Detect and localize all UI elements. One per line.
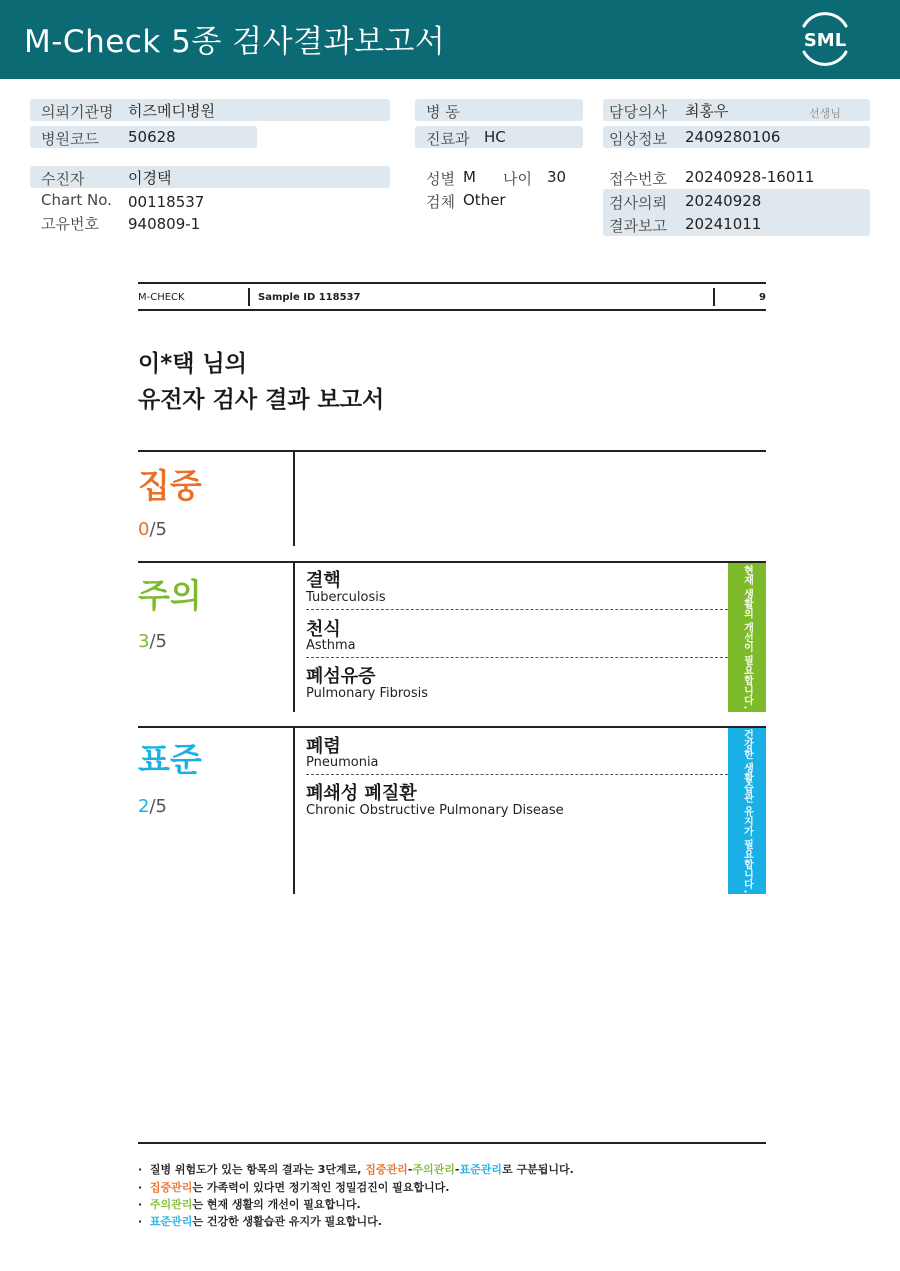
- patient-value: 이경택: [128, 169, 172, 187]
- footnote-caution: 주의관리: [412, 1163, 455, 1176]
- specimen-value: Other: [463, 191, 506, 209]
- footnote-intensive: 집중관리: [365, 1163, 408, 1176]
- item-name-en: Asthma: [306, 638, 356, 653]
- strip-bottom-rule: [138, 309, 766, 311]
- item-divider: [306, 657, 728, 658]
- item-name-ko: 폐쇄성 폐질환: [306, 783, 417, 804]
- report-title-line2: 유전자 검사 결과 보고서: [138, 387, 385, 413]
- item-name-ko: 폐섬유증: [306, 666, 376, 687]
- doctor-suffix: 선생님: [809, 107, 841, 120]
- request-value: 20240928: [685, 192, 762, 210]
- logo-text: SML: [803, 30, 847, 51]
- footnote-key: 표준관리: [149, 1215, 193, 1228]
- item-name-en: Pneumonia: [306, 755, 379, 770]
- section-rule: [138, 561, 766, 563]
- sample-id: Sample ID 118537: [258, 292, 361, 303]
- strip-separator: [248, 288, 250, 306]
- sml-logo: [796, 12, 854, 66]
- brand-label: M-CHECK: [138, 292, 185, 303]
- section-count: [138, 631, 167, 652]
- count-total: /5: [149, 519, 167, 540]
- footnote-key: 집중관리: [149, 1181, 193, 1194]
- item-name-en: Pulmonary Fibrosis: [306, 686, 429, 701]
- count-value: 2: [138, 796, 150, 817]
- count-value: 0: [138, 519, 150, 540]
- report-header: [0, 0, 900, 79]
- footnote-text: 는 현재 생활의 개선이 필요합니다.: [192, 1198, 361, 1211]
- section-divider: [293, 452, 295, 546]
- footnote-1: · 질병 위험도가 있는 항목의 결과는 3단계로, 집중관리-주의관리-표준관리로 구분됩니다.: [138, 1163, 574, 1176]
- ward-label: 병 동: [426, 103, 460, 121]
- item-name-ko: 천식: [306, 619, 341, 640]
- footnote-text: 로 구분됩니다.: [502, 1163, 574, 1176]
- chart-value: 00118537: [128, 193, 205, 211]
- item-name-en: Tuberculosis: [306, 590, 386, 605]
- footnote-dash: -: [454, 1163, 460, 1176]
- institution-label: 의뢰기관명: [41, 103, 114, 121]
- doctor-label: 담당의사: [609, 103, 667, 121]
- side-note: 건강한 생활습관 유지가 필요합니다.: [741, 728, 753, 894]
- count-value: 3: [138, 631, 150, 652]
- specimen-label: 검체: [426, 193, 455, 211]
- item-name-ko: 폐렴: [306, 736, 341, 757]
- item-name-en: Chronic Obstructive Pulmonary Disease: [306, 803, 564, 818]
- section-title: 주의: [138, 576, 202, 615]
- footnote-4: · 표준관리는 건강한 생활습관 유지가 필요합니다.: [138, 1215, 382, 1228]
- item-divider: [306, 609, 728, 610]
- footnote-text: 는 가족력이 있다면 정기적인 정밀검진이 필요합니다.: [192, 1181, 450, 1194]
- section-count: [138, 796, 167, 817]
- caution-side-bar: [728, 563, 766, 712]
- institution-value: 히즈메디병원: [128, 102, 215, 120]
- footer-rule: [138, 1142, 766, 1144]
- hospital-code-label: 병원코드: [41, 130, 99, 148]
- sex-value: M: [463, 168, 476, 186]
- count-total: /5: [149, 796, 167, 817]
- strip-top-rule: [138, 282, 766, 284]
- hospital-code-value: 50628: [128, 128, 176, 146]
- clinical-label: 임상정보: [609, 130, 667, 148]
- header-title: M-Check 5종 검사결과보고서: [24, 24, 446, 60]
- page-number: 9: [759, 292, 766, 303]
- footnote-text: 는 건강한 생활습관 유지가 필요합니다.: [192, 1215, 382, 1228]
- footnote-dash: -: [407, 1163, 413, 1176]
- report-title-line1: 이*택 님의: [138, 351, 247, 377]
- chart-label: Chart No.: [41, 191, 112, 209]
- item-name-ko: 결핵: [306, 570, 341, 591]
- doctor-value: 최홍우: [685, 102, 729, 120]
- report-date-value: 20241011: [685, 215, 762, 233]
- receipt-label: 접수번호: [609, 170, 667, 188]
- clinical-value: 2409280106: [685, 128, 781, 146]
- section-divider: [293, 563, 295, 712]
- unique-value: 940809-1: [128, 215, 201, 233]
- receipt-value: 20240928-16011: [685, 168, 815, 186]
- section-divider: [293, 728, 295, 894]
- footnote-standard: 표준관리: [459, 1163, 502, 1176]
- footnote-key: 주의관리: [149, 1198, 193, 1211]
- section-rule: [138, 450, 766, 452]
- count-total: /5: [149, 631, 167, 652]
- sex-label: 성별: [426, 170, 455, 188]
- section-count: [138, 519, 167, 540]
- report-date-label: 결과보고: [609, 217, 667, 235]
- strip-separator: [713, 288, 715, 306]
- age-value: 30: [547, 168, 567, 186]
- side-note: 현재 생활의 개선이 필요합니다.: [741, 565, 753, 710]
- standard-side-bar: [728, 728, 766, 894]
- patient-label: 수진자: [41, 170, 85, 188]
- item-divider: [306, 774, 728, 775]
- section-title: 집중: [138, 466, 202, 505]
- section-rule: [138, 726, 766, 728]
- section-title: 표준: [138, 740, 202, 779]
- footnote-text: 질병 위험도가 있는 항목의 결과는 3단계로,: [149, 1163, 366, 1176]
- department-label: 진료과: [426, 130, 470, 148]
- unique-label: 고유번호: [41, 215, 99, 233]
- footnote-2: · 집중관리는 가족력이 있다면 정기적인 정밀검진이 필요합니다.: [138, 1181, 450, 1194]
- footnote-3: · 주의관리는 현재 생활의 개선이 필요합니다.: [138, 1198, 361, 1211]
- department-value: HC: [484, 128, 506, 146]
- request-label: 검사의뢰: [609, 194, 667, 212]
- age-label: 나이: [503, 170, 532, 188]
